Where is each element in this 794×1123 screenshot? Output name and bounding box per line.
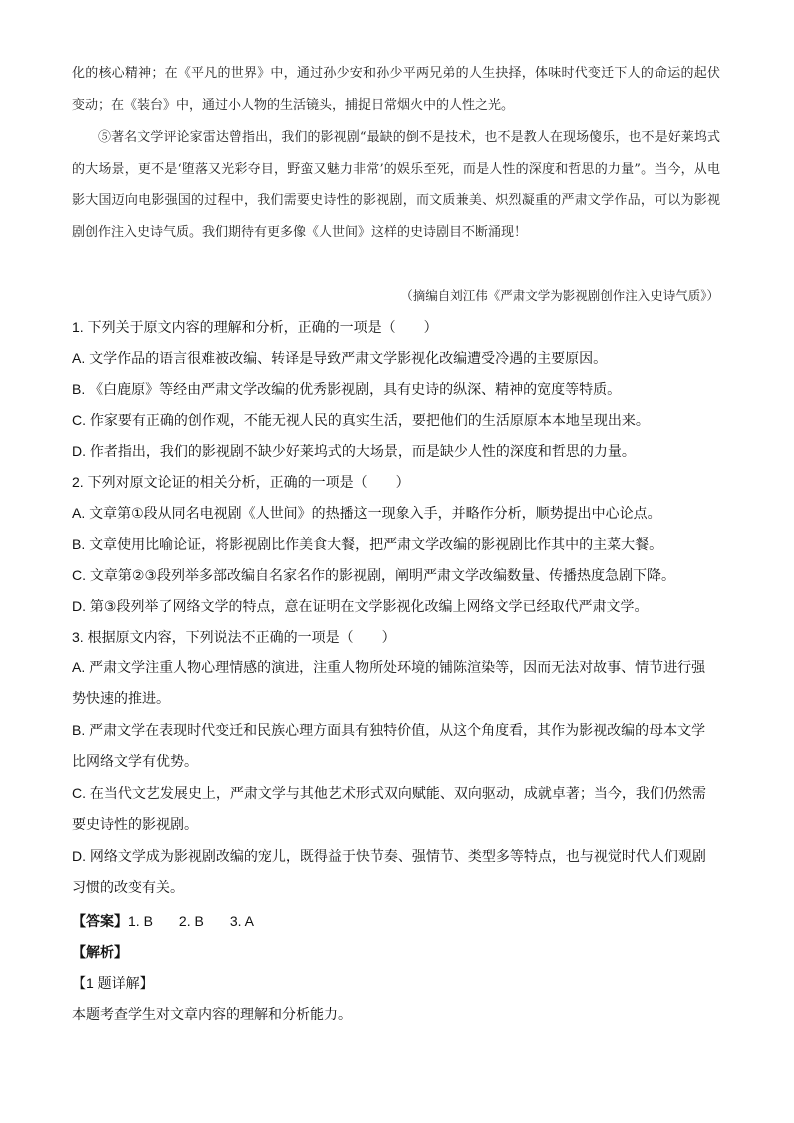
passage-text: ⑤著名文学评论家雷达曾指出，我们的影视剧“最缺的倒不是技术，也不是教人在现场傻乐，也不是好莱坞式的大场景，更不是‘堕落又光彩夺目，野蛮又魅力非常’的娱乐至死，而是人性的深度和哲思的力量”。当今，从电影大国迈向电影强国的过程中，我们需要史诗性的影视剧，而文质兼美、炽烈凝重的严肃文学作品，可以为影视剧创作注入史诗气质。我们期待有更多像《人世间》这样的史诗剧目不断涌现！ (72, 130, 720, 240)
question-3-option-a: A. 严肃文学注重人物心理情感的演进，注重人物所处环境的铺陈渲染等，因而无法对故事、情节进行强势快速的推进。 (72, 659, 706, 706)
question-2-option-c: C. 文章第②③段列举多部改编自名家名作的影视剧，阐明严肃文学改编数量、传播热度急剧下降。 (72, 567, 675, 583)
answer-item: 1. B (128, 913, 153, 929)
q1-detail-title: 【1 题详解】 (72, 975, 154, 991)
question-1-option-b: B. 《白鹿原》等经由严肃文学改编的优秀影视剧，具有史诗的纵深、精神的宽度等特质。 (72, 381, 622, 397)
answer-item: 3. A (229, 913, 254, 929)
passage-paragraph-4-continued (72, 58, 720, 121)
analysis-label: 【解析】 (72, 944, 128, 960)
question-2-stem: 2. 下列对原文论证的相关分析，正确的一项是（ ） (72, 474, 410, 490)
question-2-option-a: A. 文章第①段从同名电视剧《人世间》的热播这一现象入手，并略作分析，顺势提出中心论点。 (72, 505, 662, 521)
answer-item: 2. B (178, 913, 204, 929)
answer-line (72, 911, 720, 931)
question-3-option-c: C. 在当代文艺发展史上，严肃文学与其他艺术形式双向赋能、双向驱动，成就卓著；当今，我们仍然需要史诗性的影视剧。 (72, 785, 706, 832)
question-1-option-d: D. 作者指出，我们的影视剧不缺少好莱坞式的大场景，而是缺少人性的深度和哲思的力量。 (72, 443, 636, 459)
question-1-option-a: A. 文学作品的语言很难被改编、转译是导致严肃文学影视化改编遭受冷遇的主要原因。 (72, 350, 608, 366)
question-1-stem: 1. 下列关于原文内容的理解和分析，正确的一项是（ ） (72, 319, 438, 335)
question-2-option-d: D. 第③段列举了网络文学的特点，意在证明在文学影视化改编上网络文学已经取代严肃文学。 (72, 598, 649, 614)
question-1-option-c: C. 作家要有正确的创作观，不能无视人民的真实生活，要把他们的生活原原本本地呈现出来。 (72, 412, 650, 428)
question-3-option-b: B. 严肃文学在表现时代变迁和民族心理方面具有独特价值，从这个角度看，其作为影视改编的母本文学比网络文学有优势。 (72, 722, 706, 769)
question-3-option-d: D. 网络文学成为影视剧改编的宠儿，既得益于快节奏、强情节、类型多等特点，也与视觉时代人们观剧习惯的改变有关。 (72, 848, 706, 895)
q1-detail-text: 本题考查学生对文章内容的理解和分析能力。 (72, 1006, 352, 1022)
answer-label: 【答案】 (72, 913, 128, 929)
passage-source: （摘编自刘江伟《严肃文学为影视剧创作注入史诗气质》） (400, 288, 719, 303)
question-2-option-b: B. 文章使用比喻论证，将影视剧比作美食大餐，把严肃文学改编的影视剧比作其中的主菜大餐。 (72, 536, 664, 552)
passage-paragraph-5 (72, 122, 720, 248)
passage-text: 化的核心精神；在《平凡的世界》中，通过孙少安和孙少平两兄弟的人生抉择，体味时代变迁下人的命运的起伏变动；在《装台》中，通过小人物的生活镜头，捕捉日常烟火中的人性之光。 (72, 66, 720, 113)
question-3-stem: 3. 根据原文内容，下列说法不正确的一项是（ ） (72, 629, 396, 645)
